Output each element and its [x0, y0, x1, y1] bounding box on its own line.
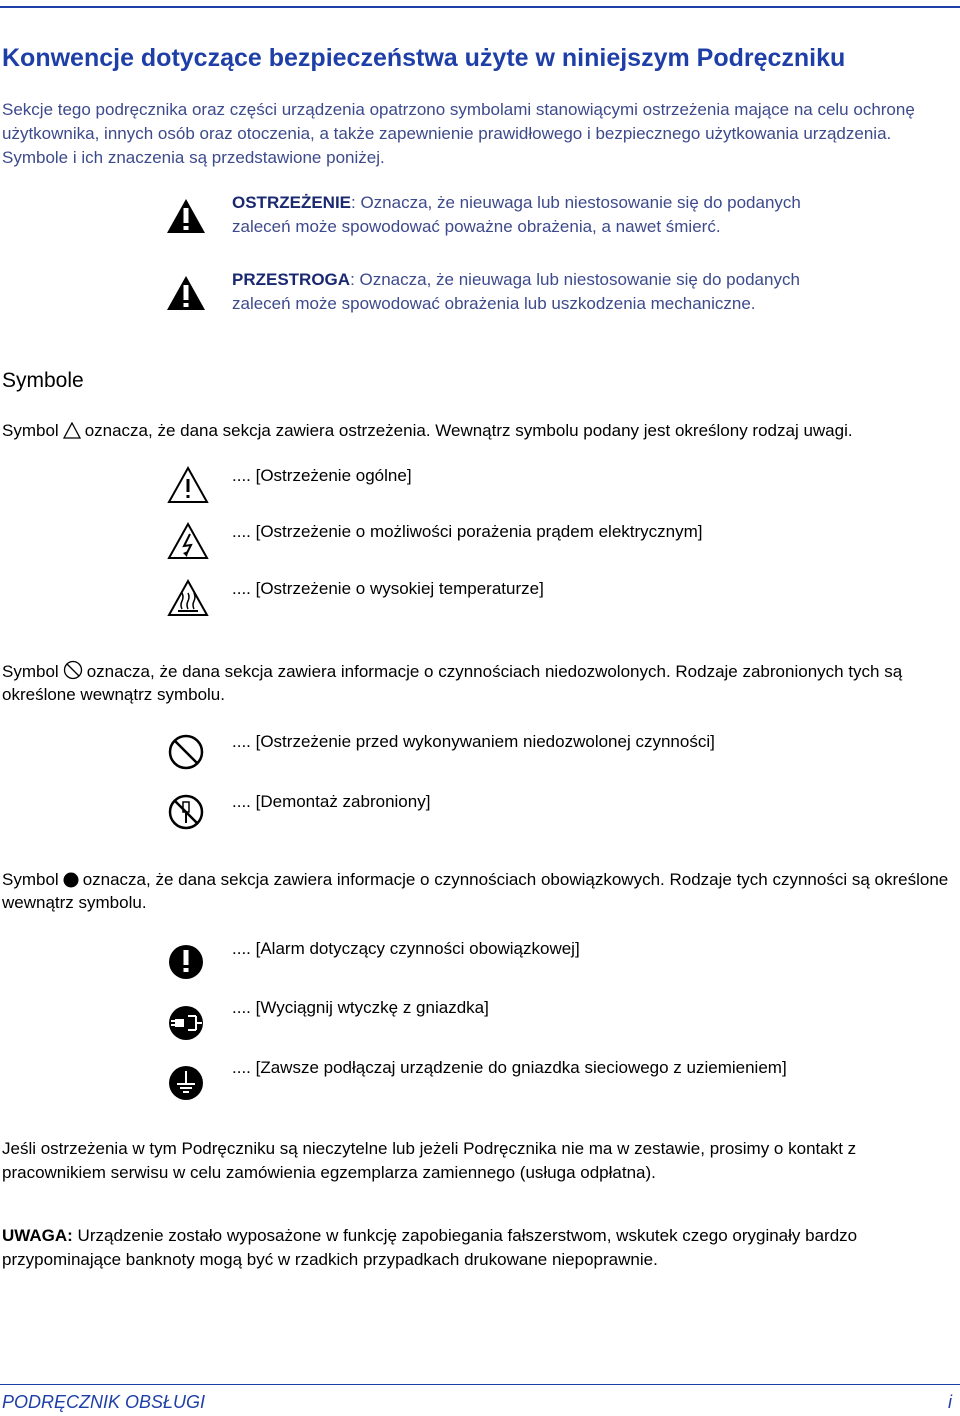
hazard-keyword: OSTRZEŻENIE: [232, 193, 352, 212]
symbol-label: .... [Ostrzeżenie o wysokiej temperaturze]: [232, 579, 544, 598]
prohibited-symbol-paragraph: [2, 660, 957, 706]
paragraph-body: oznacza, że dana sekcja zawiera informacje o czynnościach niedozwolonych. Rodzaje zabronionych tych są określone wewnątrz symbolu.: [2, 662, 903, 704]
symbol-row: [166, 937, 866, 981]
note-keyword: UWAGA:: [2, 1226, 73, 1245]
symbol-label: .... [Demontaż zabroniony]: [232, 792, 431, 811]
mandatory-action-icon: [166, 937, 210, 981]
hazard-keyword: PRZESTROGA: [232, 270, 351, 289]
symbol-row: [166, 730, 866, 774]
hazard-description: : Oznacza, że nieuwaga lub niestosowanie się do podanych zaleceń może spowodować poważne obrażenia, a nawet śmierć.: [232, 193, 801, 236]
symbol-label: .... [Wyciągnij wtyczkę z gniazdka]: [232, 998, 489, 1017]
symbol-row: [166, 464, 866, 508]
symbol-label: .... [Alarm dotyczący czynności obowiązkowej]: [232, 939, 580, 958]
footer-page-number: i: [948, 1392, 952, 1412]
paragraph-prefix: Symbol: [2, 870, 59, 889]
hazard-description: : Oznacza, że nieuwaga lub niestosowanie się do podanych zaleceń może spowodować obrażenia lub uszkodzenia mechaniczne.: [232, 270, 800, 313]
caution-triangle-filled-icon: [166, 275, 206, 311]
footer-rule: [0, 1384, 960, 1385]
no-disassembly-icon: [166, 790, 210, 834]
prohibited-action-icon: [166, 730, 210, 774]
symbol-row: [166, 996, 866, 1040]
symbol-label: .... [Ostrzeżenie o możliwości porażenia prądem elektrycznym]: [232, 522, 703, 541]
filled-circle-icon: [63, 872, 79, 888]
uwaga-note: [2, 1224, 957, 1272]
paragraph-body: oznacza, że dana sekcja zawiera ostrzeżenia. Wewnątrz symbolu podany jest określony rodzaj uwagi.: [84, 421, 853, 440]
electric-shock-warning-icon: [166, 520, 210, 564]
symbol-row: [166, 790, 866, 834]
symbol-label: .... [Ostrzeżenie ogólne]: [232, 466, 412, 485]
general-warning-icon: [166, 464, 210, 508]
paragraph-body: oznacza, że dana sekcja zawiera informacje o czynnościach obowiązkowych. Rodzaje tych czynności są określone wewnątrz symbolu.: [2, 870, 949, 912]
page-title: Konwencje dotyczące bezpieczeństwa użyte w niniejszym Podręczniku: [2, 44, 846, 72]
illegible-notice: Jeśli ostrzeżenia w tym Podręczniku są nieczytelne lub jeżeli Podręcznika nie ma w zestawie, prosimy o kontakt z pracownikiem serwisu w celu zamówienia egzemplarza zamiennego (usługa odpłatna).: [2, 1139, 857, 1182]
section-heading-symbols: Symbole: [2, 369, 84, 392]
hazard-warning-definition: [232, 191, 832, 239]
symbol-label: .... [Zawsze podłączaj urządzenie do gniazdka sieciowego z uziemieniem]: [232, 1058, 787, 1077]
footer-manual-title: PODRĘCZNIK OBSŁUGI: [2, 1392, 206, 1412]
ground-connection-icon: [166, 1056, 210, 1100]
paragraph-prefix: Symbol: [2, 662, 59, 681]
symbol-row: [166, 520, 866, 564]
paragraph-prefix: Symbol: [2, 421, 59, 440]
triangle-symbol-paragraph: [2, 419, 957, 442]
prohibited-outline-icon: [63, 660, 83, 680]
high-temperature-warning-icon: [166, 577, 210, 621]
intro-paragraph: Sekcje tego podręcznika oraz części urządzenia opatrzono symbolami stanowiącymi ostrzeżenia mające na celu ochronę użytkownika, innych osób oraz otoczenia, a także zapewnienie prawidłowego i bezpiecznego użytkowania urządzenia. Symbole i ich znaczenia są przedstawione poniżej.: [2, 100, 915, 167]
triangle-outline-icon: [63, 422, 81, 439]
hazard-caution-definition: [232, 268, 832, 316]
symbol-label: .... [Ostrzeżenie przed wykonywaniem niedozwolonej czynności]: [232, 732, 715, 751]
note-text: Urządzenie zostało wyposażone w funkcję zapobiegania fałszerstwom, wskutek czego oryginały bardzo przypominające banknoty mogą być w rzadkich przypadkach drukowane niepoprawnie.: [2, 1226, 858, 1269]
unplug-icon: [166, 996, 210, 1040]
warning-triangle-filled-icon: [166, 198, 206, 234]
top-rule: [0, 6, 960, 8]
symbol-row: [166, 577, 866, 621]
mandatory-symbol-paragraph: [2, 868, 957, 914]
symbol-row: [166, 1056, 866, 1100]
